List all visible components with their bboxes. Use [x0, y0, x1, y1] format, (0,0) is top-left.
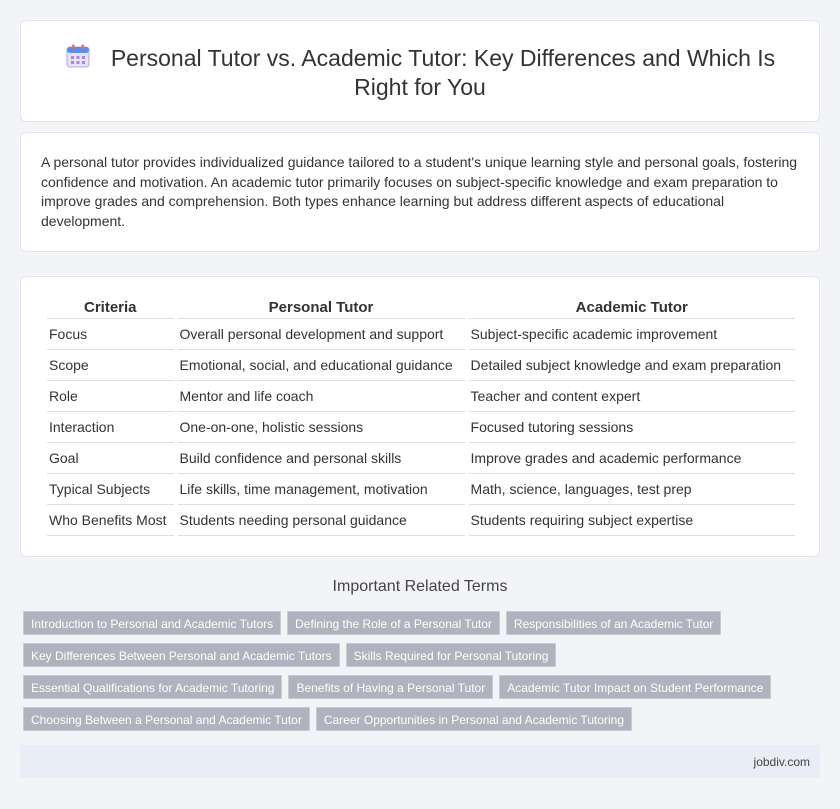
title-card	[20, 20, 820, 122]
column-header: Criteria	[47, 295, 174, 319]
table-cell: Subject-specific academic improvement	[469, 319, 795, 350]
table-header-row	[47, 295, 795, 319]
table-cell: Mentor and life coach	[178, 381, 465, 412]
table-cell: Detailed subject knowledge and exam preparation	[469, 350, 795, 381]
related-term-tag[interactable]: Defining the Role of a Personal Tutor	[287, 611, 500, 635]
related-term-tag[interactable]: Academic Tutor Impact on Student Performance	[499, 675, 771, 699]
table-cell: Emotional, social, and educational guidance	[178, 350, 465, 381]
related-term-tag[interactable]: Choosing Between a Personal and Academic Tutor	[23, 707, 310, 731]
related-term-tag[interactable]: Responsibilities of an Academic Tutor	[506, 611, 721, 635]
table-cell: Interaction	[47, 412, 174, 443]
table-cell: Improve grades and academic performance	[469, 443, 795, 474]
table-cell: Typical Subjects	[47, 474, 174, 505]
table-row	[47, 319, 795, 350]
intro-card	[20, 132, 820, 252]
page-title: Personal Tutor vs. Academic Tutor: Key Differences and Which Is Right for You	[110, 45, 776, 100]
calendar-icon	[65, 43, 91, 69]
table-row	[47, 350, 795, 381]
footer	[20, 745, 820, 778]
table-cell: Goal	[47, 443, 174, 474]
related-term-tag[interactable]: Career Opportunities in Personal and Academic Tutoring	[316, 707, 632, 731]
related-term-tag[interactable]: Introduction to Personal and Academic Tutors	[23, 611, 281, 635]
table-row	[47, 412, 795, 443]
table-cell: Math, science, languages, test prep	[469, 474, 795, 505]
table-cell: Life skills, time management, motivation	[178, 474, 465, 505]
table-row	[47, 381, 795, 412]
related-terms-title: Important Related Terms	[332, 578, 508, 595]
column-header: Personal Tutor	[178, 295, 465, 319]
table-row	[47, 443, 795, 474]
table-cell: Students requiring subject expertise	[469, 505, 795, 536]
intro-paragraph: A personal tutor provides individualized guidance tailored to a student's unique learning style and personal goals, fostering confidence and motivation. An academic tutor primarily focuses on subject-specific knowledge and exam preparation to improve grades and comprehension. Both types enhance learning but address different aspects of educational development.	[41, 154, 798, 229]
table-cell: Students needing personal guidance	[178, 505, 465, 536]
footer-site-link[interactable]: jobdiv.com	[753, 755, 810, 769]
related-terms-tags	[23, 611, 823, 739]
table-cell: Focused tutoring sessions	[469, 412, 795, 443]
table-cell: One-on-one, holistic sessions	[178, 412, 465, 443]
related-term-tag[interactable]: Benefits of Having a Personal Tutor	[288, 675, 493, 699]
comparison-table	[43, 295, 799, 536]
table-cell: Focus	[47, 319, 174, 350]
table-cell: Scope	[47, 350, 174, 381]
comparison-table-card	[20, 276, 820, 557]
table-row	[47, 474, 795, 505]
related-term-tag[interactable]: Essential Qualifications for Academic Tutoring	[23, 675, 282, 699]
table-cell: Role	[47, 381, 174, 412]
related-term-tag[interactable]: Skills Required for Personal Tutoring	[346, 643, 557, 667]
table-cell: Teacher and content expert	[469, 381, 795, 412]
column-header: Academic Tutor	[469, 295, 795, 319]
table-cell: Overall personal development and support	[178, 319, 465, 350]
table-cell: Build confidence and personal skills	[178, 443, 465, 474]
table-row	[47, 505, 795, 536]
related-term-tag[interactable]: Key Differences Between Personal and Academic Tutors	[23, 643, 340, 667]
page-title-wrap	[21, 43, 819, 102]
table-cell: Who Benefits Most	[47, 505, 174, 536]
